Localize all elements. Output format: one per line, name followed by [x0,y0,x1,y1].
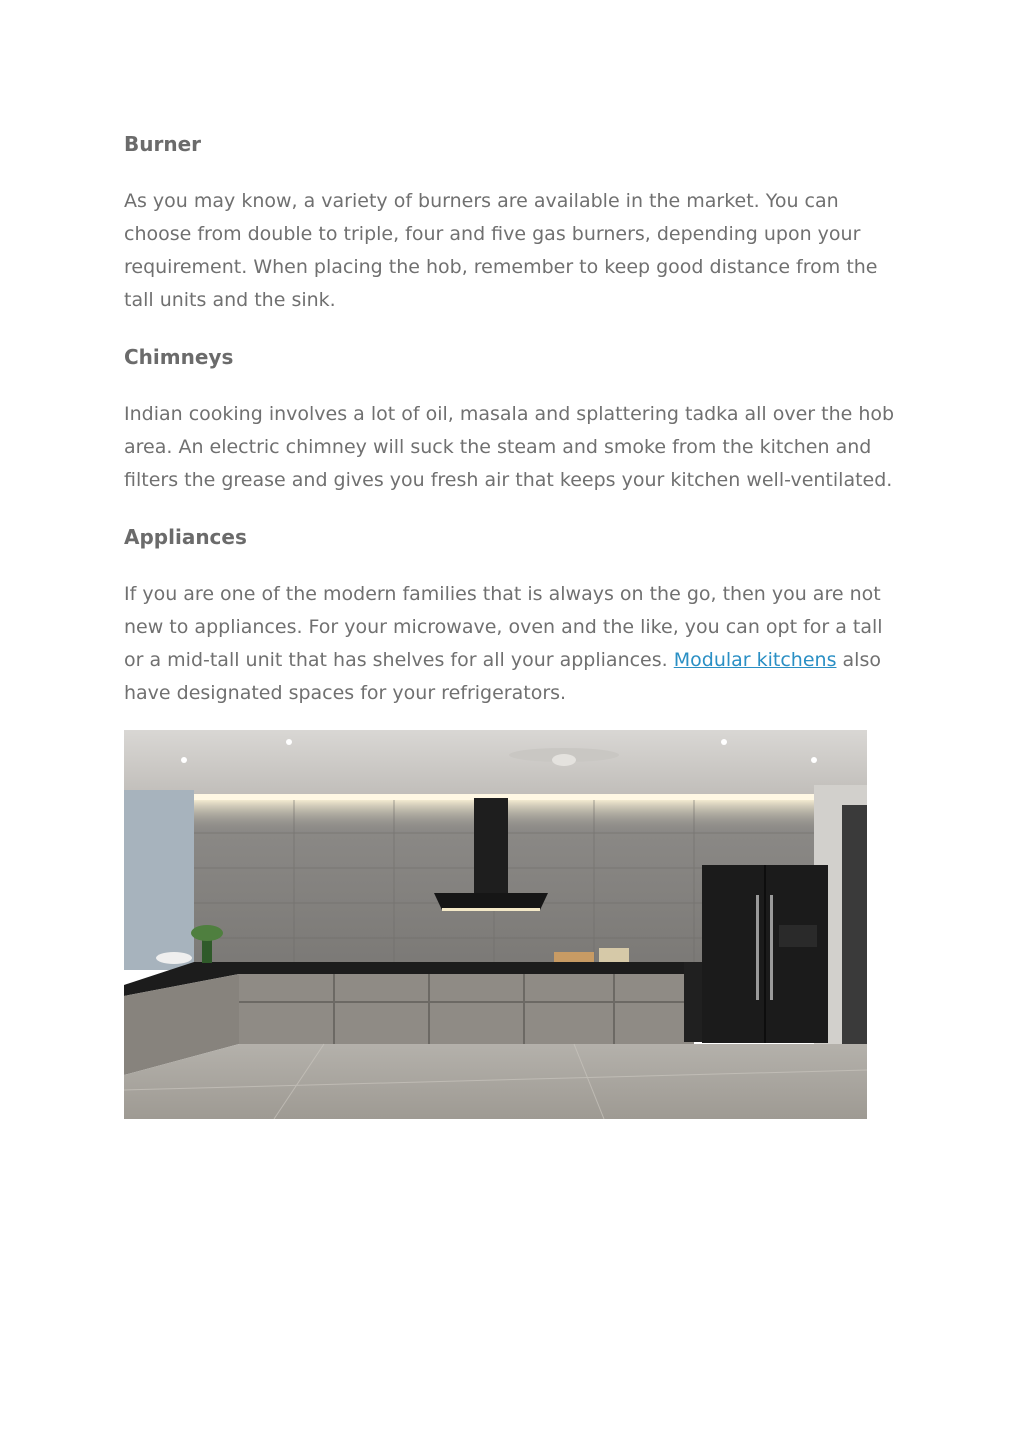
modular-kitchens-link[interactable]: Modular kitchens [673,649,837,671]
heading-chimneys: Chimneys [124,345,234,369]
paragraph-burner: As you may know, a variety of burners are available in the market. You can choose from double to triple, four and five gas burners, depending upon your requirement. When placing the hob, remember to keep good distance from the tall units and the sink. [124,190,878,311]
article-content [124,128,904,1119]
kitchen-photo [124,730,867,1119]
heading-burner: Burner [124,132,202,156]
paragraph-appliances [124,578,904,710]
paragraph-appliances-text-before: If you are one of the modern families that is always on the go, then you are not new to appliances. For your microwave, oven and the like, you can opt for a tall or a mid-tall unit that has shelves for all your appliances. [124,583,883,671]
heading-appliances: Appliances [124,525,247,549]
paragraph-appliances-text-after: also have designated spaces for your refrigerators. [124,649,881,704]
paragraph-chimneys: Indian cooking involves a lot of oil, masala and splattering tadka all over the hob area. An electric chimney will suck the steam and smoke from the kitchen and filters the grease and gives you fresh air that keeps your kitchen well-ventilated. [124,403,895,491]
